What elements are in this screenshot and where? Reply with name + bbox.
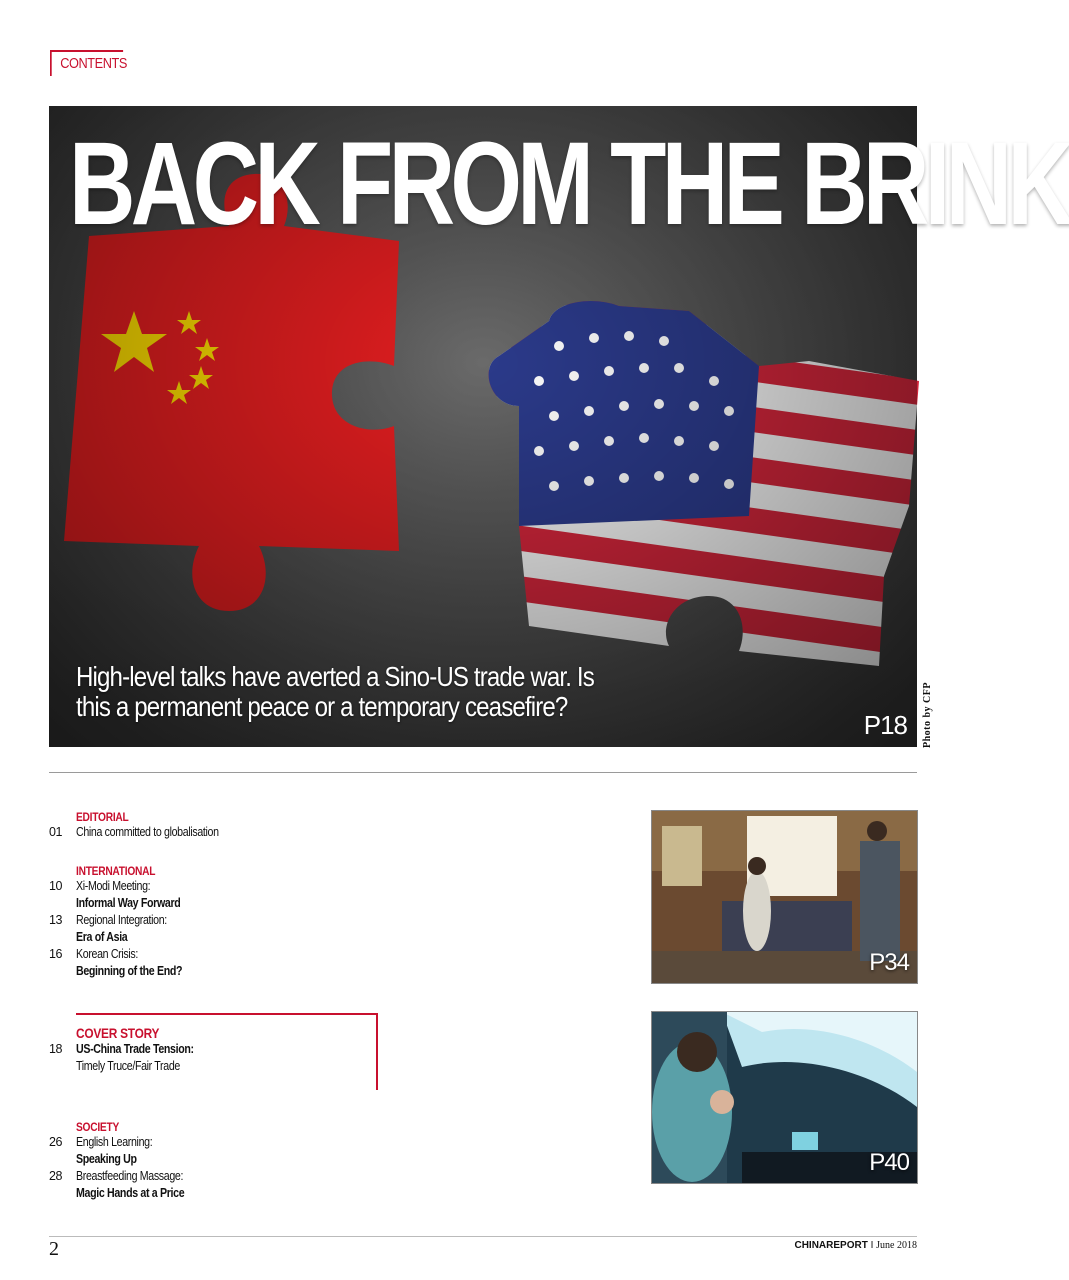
divider [49, 772, 917, 773]
cover-deck: High-level talks have averted a Sino-US trade war. Is this a permanent peace or a temporary ceasefire? [76, 661, 594, 722]
entry-page: 10 [49, 879, 63, 893]
photo-page-ref: P40 [869, 1149, 909, 1176]
entry-title: Speaking Up [76, 1152, 137, 1166]
entry-kicker: Korean Crisis: [76, 947, 138, 961]
cover-headline: BACK FROM THE BRINK [69, 118, 1069, 250]
section-label: COVER STORY [76, 1025, 160, 1041]
toc-entry[interactable] [49, 1168, 203, 1202]
entry-title: Beginning of the End? [76, 964, 183, 978]
issue-date: June 2018 [876, 1240, 917, 1251]
photo-thumbnail-car[interactable] [651, 1011, 918, 1184]
entry-title: Magic Hands at a Price [76, 1186, 185, 1200]
entry-page: 28 [49, 1169, 63, 1183]
entry-kicker: Xi-Modi Meeting: [76, 879, 151, 893]
toc-entry[interactable] [49, 912, 201, 946]
entry-title: Informal Way Forward [76, 896, 181, 910]
toc-entry[interactable] [49, 946, 201, 980]
toc-section-international [49, 864, 201, 980]
cover-story-frame [76, 1013, 378, 1090]
toc-section-editorial [49, 810, 244, 841]
footer-divider [49, 1236, 917, 1237]
entry-page: 13 [49, 913, 63, 927]
entry-page: 01 [49, 825, 63, 839]
photo-page-ref: P34 [869, 949, 909, 976]
section-label: EDITORIAL [76, 810, 129, 824]
entry-kicker: English Learning: [76, 1135, 153, 1149]
section-label: SOCIETY [76, 1120, 119, 1134]
entry-page: 16 [49, 947, 63, 961]
cover-page-ref[interactable]: P18 [863, 710, 907, 740]
photo-credit: Photo by CFP [922, 682, 933, 748]
page-number: 2 [49, 1238, 59, 1260]
toc-entry[interactable] [49, 1134, 203, 1168]
toc-entry[interactable] [49, 878, 201, 912]
section-label: INTERNATIONAL [76, 864, 156, 878]
entry-title: Timely Truce/Fair Trade [76, 1059, 180, 1073]
entry-kicker: Breastfeeding Massage: [76, 1169, 184, 1183]
photo-thumbnail-interior[interactable] [651, 810, 918, 984]
section-tag: CONTENTS [50, 50, 123, 76]
footer-separator: I [870, 1240, 874, 1251]
toc-entry[interactable] [49, 824, 244, 841]
entry-page: 18 [49, 1042, 63, 1056]
entry-kicker: Regional Integration: [76, 913, 167, 927]
entry-kicker: US-China Trade Tension: [76, 1042, 194, 1056]
footer-masthead [794, 1240, 917, 1251]
toc-section-society [49, 1120, 203, 1202]
entry-title: Era of Asia [76, 930, 128, 944]
entry-title: China committed to globalisation [76, 825, 219, 839]
brand-name: CHINAREPORT [794, 1240, 868, 1251]
entry-page: 26 [49, 1135, 63, 1149]
